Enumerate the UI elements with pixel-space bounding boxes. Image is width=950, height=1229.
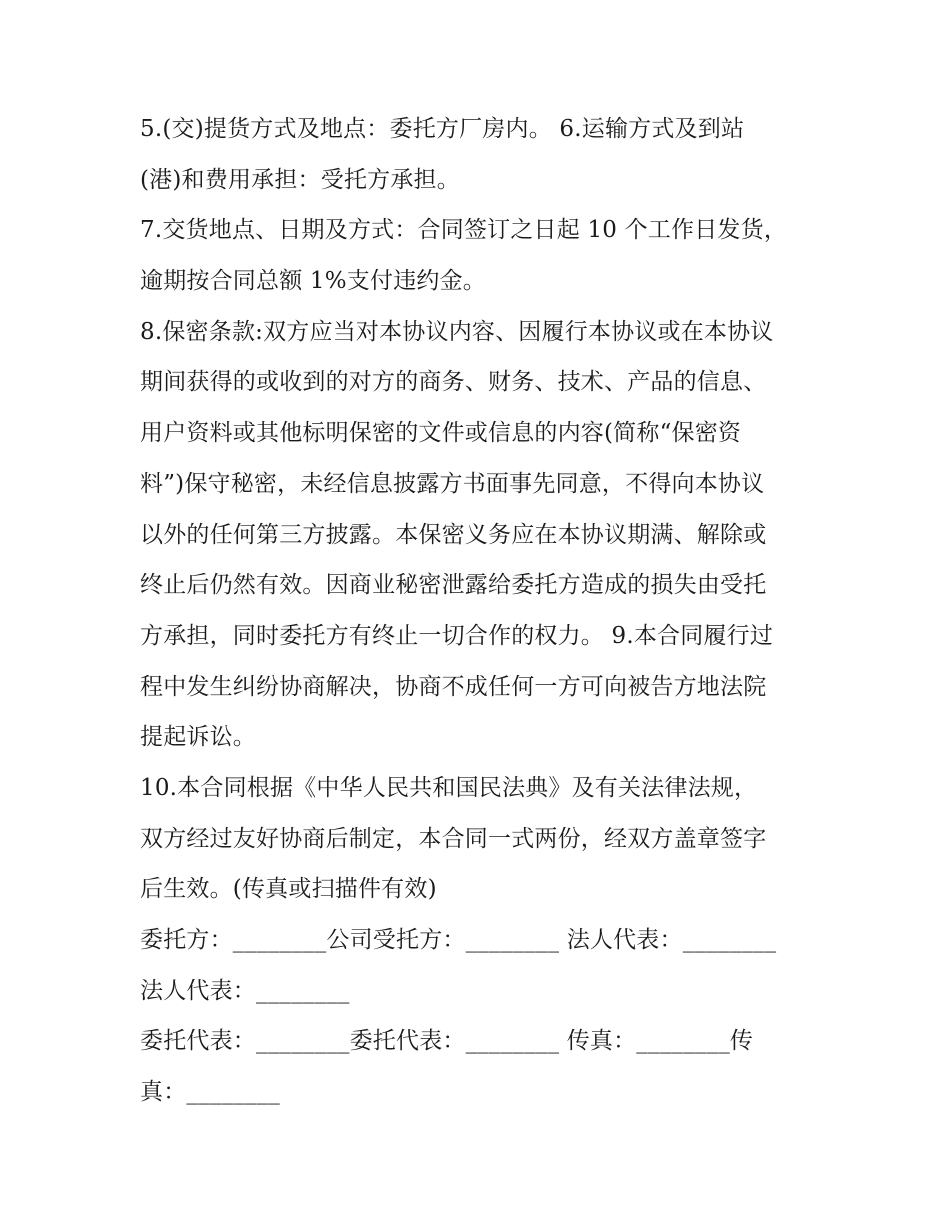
text-line: 提起诉讼。: [140, 724, 256, 751]
signature-line: 真：________: [140, 1079, 280, 1106]
text-line: (港)和费用承担：受托方承担。: [140, 166, 460, 193]
document-body: [140, 104, 820, 1118]
text-line: 期间获得的或收到的对方的商务、财务、技术、产品的信息、: [140, 369, 767, 396]
signature-line: 法人代表：________: [140, 977, 350, 1004]
text-line: 7.交货地点、日期及方式：合同签订之日起 10 个工作日发货，: [140, 217, 788, 244]
text-line: 以外的任何第三方披露。本保密义务应在本协议期满、解除或: [140, 521, 767, 548]
text-line: 方承担，同时委托方有终止一切合作的权力。 9.本合同履行过: [140, 622, 774, 649]
text-line: 程中发生纠纷协商解决，协商不成任何一方可向被告方地法院: [140, 673, 767, 700]
signature-line: 委托方：________公司受托方：________ 法人代表：________: [140, 927, 777, 953]
text-line: 用户资料或其他标明保密的文件或信息的内容(简称“保密资: [140, 420, 742, 447]
text-line: 后生效。(传真或扫描件有效): [140, 876, 437, 903]
text-line: 终止后仍然有效。因商业秘密泄露给委托方造成的损失由受托: [140, 572, 767, 599]
signature-line: 委托代表：________委托代表：________ 传真：________传: [140, 1028, 754, 1055]
text-line: 5.(交)提货方式及地点：委托方厂房内。 6.运输方式及到站: [140, 116, 745, 142]
text-line: 料”)保守秘密，未经信息披露方书面事先同意，不得向本协议: [140, 470, 765, 497]
text-line: 8.保密条款:双方应当对本协议内容、因履行本协议或在本协议: [140, 318, 774, 345]
text-line: 双方经过友好协商后制定，本合同一式两份，经双方盖章签字: [140, 825, 767, 852]
text-line: 10.本合同根据《中华人民共和国民法典》及有关法律法规，: [140, 774, 758, 801]
text-line: 逾期按合同总额 1%支付违约金。: [140, 268, 486, 295]
